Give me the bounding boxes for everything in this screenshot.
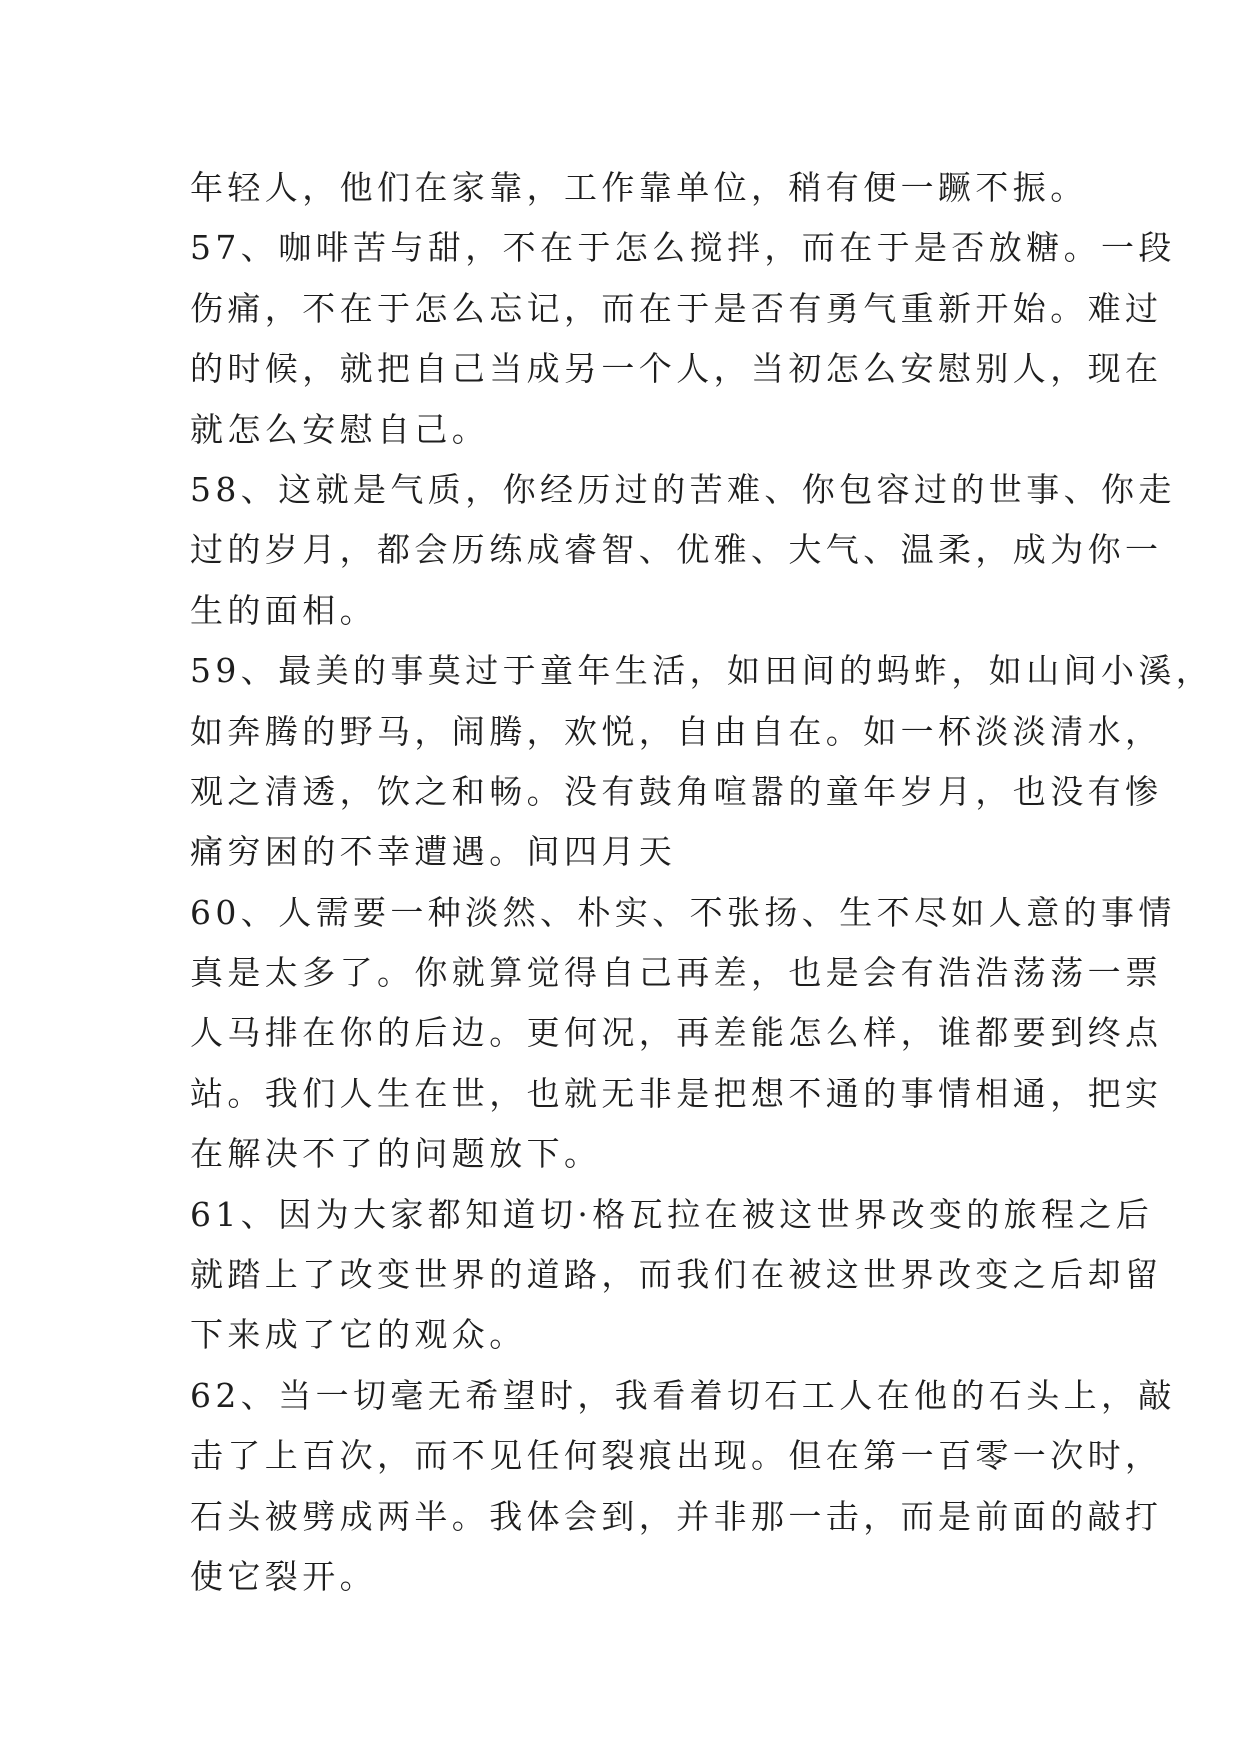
- text-line: 下来成了它的观众。: [190, 1315, 527, 1355]
- text-line: 过的岁月，都会历练成睿智、优雅、大气、温柔，成为你一: [190, 530, 1163, 570]
- text-line: 59、最美的事莫过于童年生活，如田间的蚂蚱，如山间小溪，: [190, 651, 1214, 691]
- text-line: 57、咖啡苦与甜，不在于怎么搅拌，而在于是否放糖。一段: [190, 228, 1176, 268]
- text-line: 痛穷困的不幸遭遇。间四月天: [190, 832, 677, 872]
- text-line: 就踏上了改变世界的道路，而我们在被这世界改变之后却留: [190, 1255, 1163, 1295]
- text-line: 伤痛，不在于怎么忘记，而在于是否有勇气重新开始。难过: [190, 288, 1163, 328]
- text-line: 就怎么安慰自己。: [190, 409, 490, 449]
- text-line: 使它裂开。: [190, 1556, 377, 1596]
- text-line: 站。我们人生在世，也就无非是把想不通的事情相通，把实: [190, 1073, 1163, 1113]
- text-line: 的时候，就把自己当成另一个人，当初怎么安慰别人，现在: [190, 349, 1163, 389]
- text-line: 石头被劈成两半。我体会到，并非那一击，而是前面的敲打: [190, 1496, 1163, 1536]
- text-line: 击了上百次，而不见任何裂痕出现。但在第一百零一次时，: [190, 1436, 1163, 1476]
- text-line: 在解决不了的问题放下。: [190, 1134, 602, 1174]
- text-line: 如奔腾的野马，闹腾，欢悦，自由自在。如一杯淡淡清水，: [190, 711, 1163, 751]
- text-line: 真是太多了。你就算觉得自己再差，也是会有浩浩荡荡一票: [190, 953, 1163, 993]
- text-line: 年轻人，他们在家靠，工作靠单位，稍有便一蹶不振。: [190, 168, 1088, 207]
- text-line: 58、这就是气质，你经历过的苦难、你包容过的世事、你走: [190, 469, 1176, 509]
- text-line: 61、因为大家都知道切·格瓦拉在被这世界改变的旅程之后: [190, 1194, 1154, 1234]
- text-line: 观之清透，饮之和畅。没有鼓角喧嚣的童年岁月，也没有惨: [190, 771, 1163, 811]
- text-line: 60、人需要一种淡然、朴实、不张扬、生不尽如人意的事情: [190, 892, 1176, 932]
- text-line: 人马排在你的后边。更何况，再差能怎么样，谁都要到终点: [190, 1013, 1163, 1053]
- text-line: 生的面相。: [190, 590, 377, 630]
- document-body: [190, 158, 1214, 1607]
- text-line: 62、当一切毫无希望时，我看着切石工人在他的石头上，敲: [190, 1375, 1176, 1415]
